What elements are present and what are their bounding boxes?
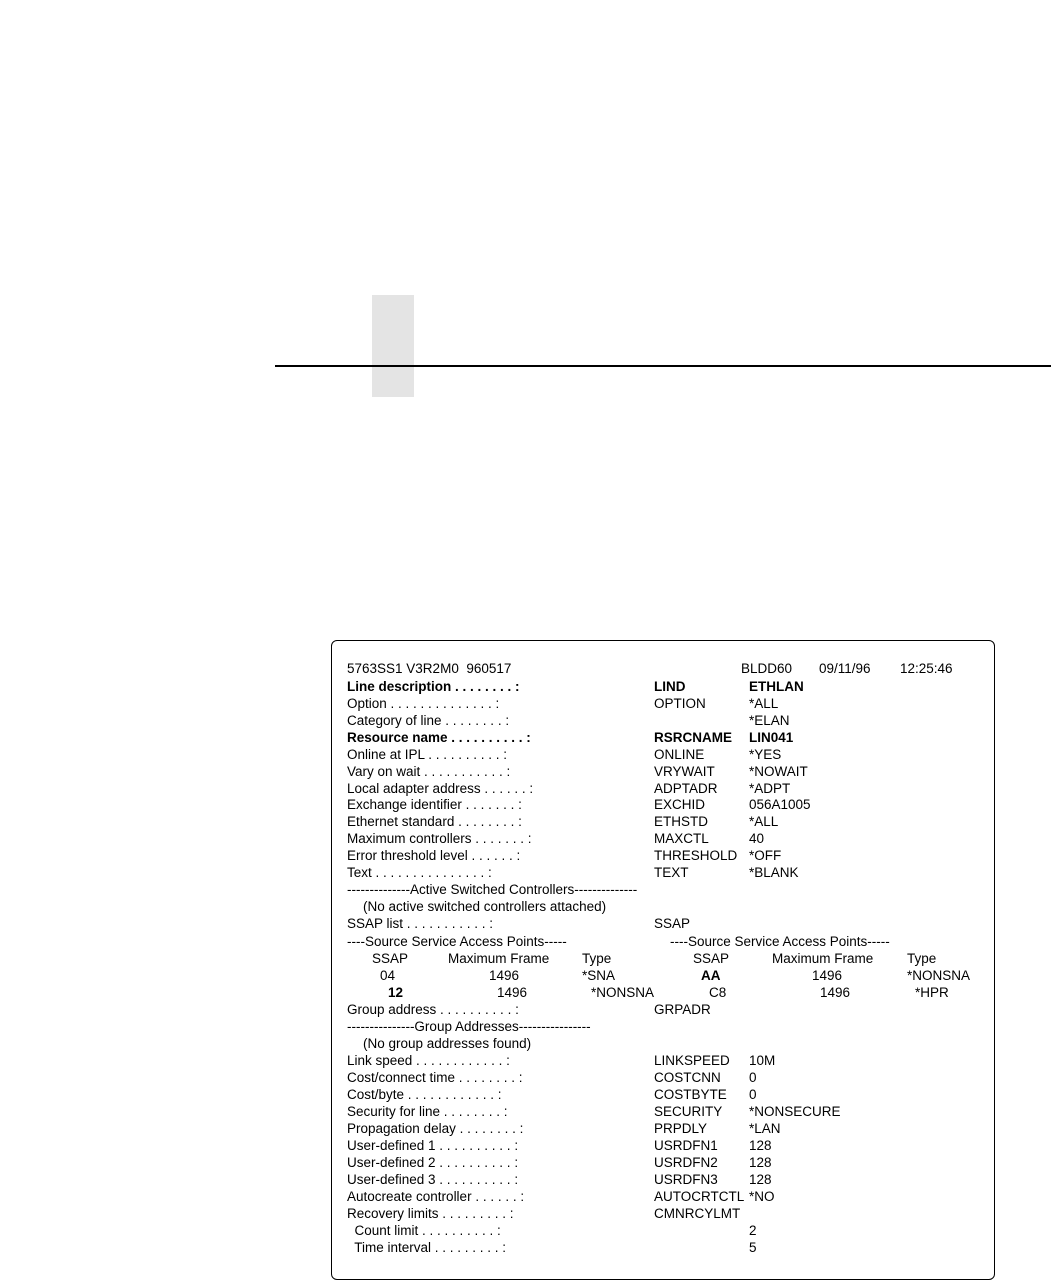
param-label: Online at IPL . . . . . . . . . . : xyxy=(347,746,508,762)
param-keyword: TEXT xyxy=(654,865,689,881)
param-keyword: LIND xyxy=(654,679,686,694)
param-value: 056A1005 xyxy=(749,797,811,813)
col-type: Type xyxy=(582,951,612,966)
param-label: Error threshold level . . . . . . : xyxy=(347,848,521,864)
param-label: Time interval . . . . . . . . . : xyxy=(347,1239,507,1255)
param-label: Resource name . . . . . . . . . . : xyxy=(347,729,531,745)
param-keyword: CMNRCYLMT xyxy=(654,1205,741,1221)
param-value: 5 xyxy=(749,1239,757,1255)
param-keyword: MAXCTL xyxy=(654,831,709,847)
type-value: *SNA xyxy=(582,968,616,983)
param-keyword: RSRCNAME xyxy=(654,729,733,745)
param-value: *ELAN xyxy=(749,712,790,728)
system-name: BLDD60 xyxy=(741,661,793,676)
param-label: Option . . . . . . . . . . . . . . : xyxy=(347,695,500,711)
param-keyword: AUTOCRTCTL xyxy=(654,1188,745,1204)
param-keyword: GRPADR xyxy=(654,1002,711,1017)
param-label: Vary on wait . . . . . . . . . . . : xyxy=(347,763,511,779)
param-keyword: OPTION xyxy=(654,695,706,711)
param-label: Maximum controllers . . . . . . . : xyxy=(347,831,532,847)
param-value: *ALL xyxy=(749,814,779,830)
param-value: 0 xyxy=(749,1086,757,1102)
chapter-tab-marker xyxy=(372,295,414,397)
type-value: *NONSNA xyxy=(591,985,655,1000)
ssap-heading-right: ----Source Service Access Points----- xyxy=(670,934,890,949)
param-keyword: LINKSPEED xyxy=(654,1053,730,1068)
param-label: Exchange identifier . . . . . . . : xyxy=(347,797,522,813)
param-keyword: ONLINE xyxy=(654,746,705,762)
param-label: Security for line . . . . . . . . : xyxy=(347,1103,508,1119)
param-label: Link speed . . . . . . . . . . . . : xyxy=(347,1053,510,1068)
param-keyword: ETHSTD xyxy=(654,814,708,830)
ssap-value: 12 xyxy=(388,985,404,1000)
max-frame-value-2: 1496 xyxy=(820,985,851,1000)
report-time: 12:25:46 xyxy=(900,661,953,676)
param-value: 128 xyxy=(749,1137,772,1153)
col-ssap: SSAP xyxy=(372,951,409,966)
param-label: Group address . . . . . . . . . . : xyxy=(347,1002,519,1017)
param-value: 40 xyxy=(749,831,765,847)
ssap-value: 04 xyxy=(380,968,396,983)
ssap-value-2: AA xyxy=(701,968,721,983)
param-value: ETHLAN xyxy=(749,679,804,694)
param-label: Local adapter address . . . . . . : xyxy=(347,780,534,796)
param-keyword: PRPDLY xyxy=(654,1120,708,1136)
param-label: Autocreate controller . . . . . . : xyxy=(347,1188,525,1204)
ssap-value-2: C8 xyxy=(709,985,727,1000)
param-keyword: USRDFN3 xyxy=(654,1171,718,1187)
param-keyword: USRDFN1 xyxy=(654,1137,718,1153)
param-value: *NONSECURE xyxy=(749,1103,841,1119)
param-keyword: SECURITY xyxy=(654,1103,723,1119)
param-keyword: USRDFN2 xyxy=(654,1154,718,1170)
active-switched-heading: --------------Active Switched Controllers-------------- xyxy=(347,882,638,897)
param-keyword: COSTCNN xyxy=(654,1069,721,1085)
param-label: User-defined 3 . . . . . . . . . . : xyxy=(347,1171,519,1187)
group-addresses-heading: ---------------Group Addresses---------------- xyxy=(347,1019,591,1034)
param-label: Line description . . . . . . . . : xyxy=(347,679,520,694)
type-value-2: *HPR xyxy=(915,985,949,1000)
param-value: 128 xyxy=(749,1171,772,1187)
report-date: 09/11/96 xyxy=(819,661,871,676)
param-value: *ALL xyxy=(749,695,779,711)
param-label: User-defined 2 . . . . . . . . . . : xyxy=(347,1154,519,1170)
max-frame-value: 1496 xyxy=(497,985,528,1000)
param-keyword: VRYWAIT xyxy=(654,763,715,779)
param-label: Ethernet standard . . . . . . . . : xyxy=(347,814,522,830)
active-switched-note: (No active switched controllers attached) xyxy=(363,899,607,914)
ssap-heading-left: ----Source Service Access Points----- xyxy=(347,934,567,949)
param-value: *YES xyxy=(749,746,782,762)
col-max-frame: Maximum Frame xyxy=(448,951,550,966)
param-value: LIN041 xyxy=(749,729,794,745)
param-keyword: THRESHOLD xyxy=(654,848,738,864)
param-value: *ADPT xyxy=(749,780,791,796)
param-label: SSAP list . . . . . . . . . . . : xyxy=(347,916,494,931)
param-label: Recovery limits . . . . . . . . . : xyxy=(347,1205,514,1221)
param-keyword: EXCHID xyxy=(654,797,706,813)
param-value: *OFF xyxy=(749,848,782,864)
param-value: *NOWAIT xyxy=(749,763,808,779)
param-value: *NO xyxy=(749,1188,775,1204)
param-value: *LAN xyxy=(749,1120,781,1136)
param-keyword: ADPTADR xyxy=(654,780,718,796)
chapter-rule xyxy=(275,365,1051,367)
param-value: 0 xyxy=(749,1069,757,1085)
param-value: *BLANK xyxy=(749,865,799,881)
param-label: Cost/byte . . . . . . . . . . . . : xyxy=(347,1086,502,1102)
param-value: 10M xyxy=(749,1053,776,1068)
param-keyword: SSAP xyxy=(654,916,691,931)
group-addresses-note: (No group addresses found) xyxy=(363,1036,532,1051)
type-value-2: *NONSNA xyxy=(907,968,971,983)
param-label: Text . . . . . . . . . . . . . . . : xyxy=(347,865,492,881)
param-label: Propagation delay . . . . . . . . : xyxy=(347,1120,524,1136)
param-keyword: COSTBYTE xyxy=(654,1086,727,1102)
param-value: 2 xyxy=(749,1222,757,1238)
param-label: User-defined 1 . . . . . . . . . . : xyxy=(347,1137,519,1153)
param-label: Category of line . . . . . . . . : xyxy=(347,712,510,728)
max-frame-value: 1496 xyxy=(489,968,520,983)
max-frame-value-2: 1496 xyxy=(812,968,843,983)
col-type-2: Type xyxy=(907,951,937,966)
param-label: Count limit . . . . . . . . . . : xyxy=(347,1222,501,1238)
col-ssap-2: SSAP xyxy=(693,951,730,966)
product-version: 5763SS1 V3R2M0 960517 xyxy=(347,661,512,676)
param-label: Cost/connect time . . . . . . . . : xyxy=(347,1069,523,1085)
param-value: 128 xyxy=(749,1154,772,1170)
col-max-frame-2: Maximum Frame xyxy=(772,951,874,966)
